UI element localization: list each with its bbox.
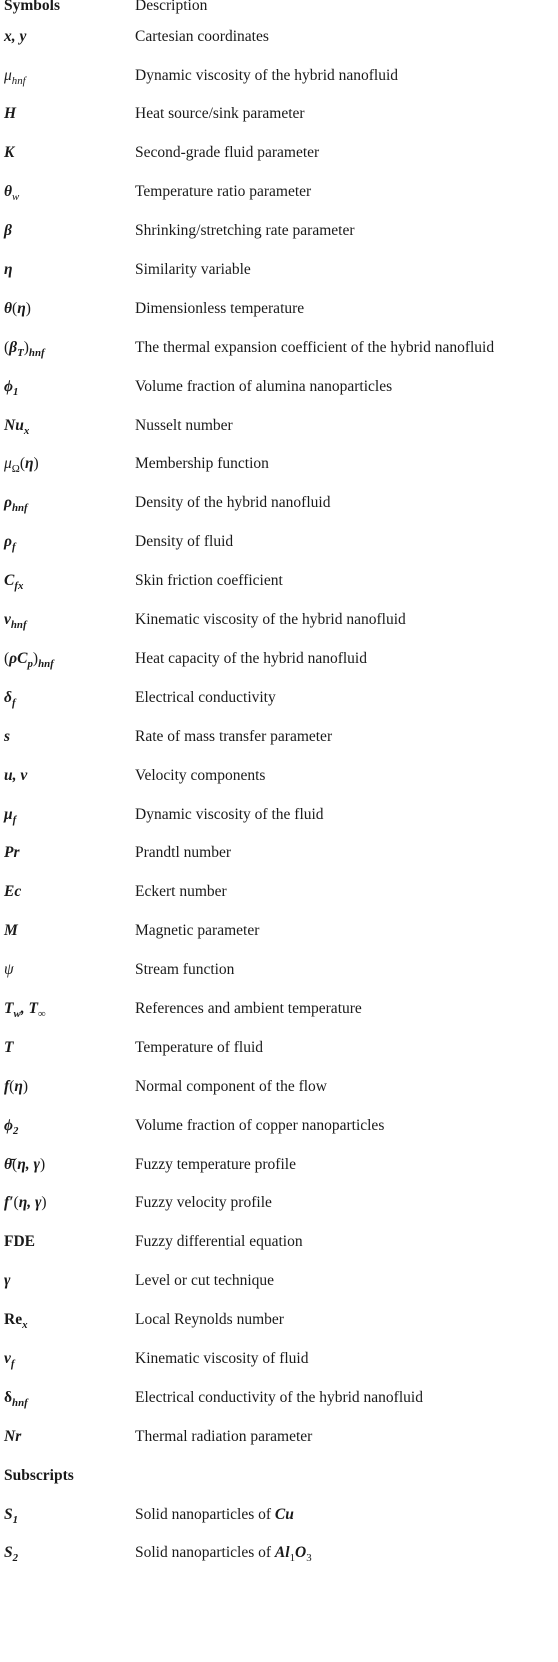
symbol-cell: θ̄(η, γ): [4, 1155, 46, 1173]
description-cell: Solid nanoparticles of Cu: [135, 1505, 294, 1523]
description-cell: Nusselt number: [135, 416, 233, 434]
table-row: [0, 445, 558, 484]
table-row: [0, 1184, 558, 1223]
description-cell: Cartesian coordinates: [135, 27, 269, 45]
table-row: [0, 484, 558, 523]
description-cell: Local Reynolds number: [135, 1311, 284, 1329]
symbol-cell: $\delta_{hnf}$: [4, 1388, 28, 1409]
symbol-cell: Ec: [4, 883, 22, 901]
table-row: [0, 211, 558, 250]
symbol-cell: $Nu_x$: [4, 416, 30, 437]
description-cell: Temperature of fluid: [135, 1038, 264, 1056]
symbol-cell: T: [4, 1038, 14, 1056]
table-row: [0, 289, 558, 328]
description-cell: Dynamic viscosity of the fluid: [135, 805, 324, 823]
table-row: [0, 1223, 558, 1262]
table-row: [0, 17, 558, 56]
description-cell: Heat capacity of the hybrid nanofluid: [135, 649, 367, 667]
symbol-cell: γ: [4, 1272, 11, 1290]
symbol-cell: $(\rho C_p)_{hnf}$: [4, 649, 54, 670]
description-cell: Fuzzy differential equation: [135, 1233, 303, 1251]
table-row: [0, 523, 558, 562]
table-row: [0, 134, 558, 173]
symbol-cell: s: [4, 727, 11, 745]
symbol-cell: θ(η): [4, 299, 31, 317]
description-cell: Level or cut technique: [135, 1272, 275, 1290]
table-row: [0, 950, 558, 989]
description-cell: Similarity variable: [135, 261, 251, 279]
table-row: [0, 678, 558, 717]
description-cell: The thermal expansion coefficient of the hybrid nanofluid: [135, 338, 495, 356]
description-cell: Fuzzy velocity profile: [135, 1194, 272, 1212]
description-cell: Dimensionless temperature: [135, 299, 305, 317]
description-cell: Density of fluid: [135, 533, 234, 551]
symbol-cell: f(η): [4, 1077, 29, 1095]
description-cell: Eckert number: [135, 883, 227, 901]
description-cell: Solid nanoparticles of $Al_1O_3$: [135, 1544, 312, 1565]
description-cell: Prandtl number: [135, 844, 231, 862]
description-cell: Dynamic viscosity of the hybrid nanofluid: [135, 66, 399, 84]
table-row: [0, 561, 558, 600]
symbol-cell: $\phi_1$: [4, 377, 19, 398]
description-cell: Velocity components: [135, 766, 266, 784]
symbol-cell: $T_w$, $T_\infty$: [4, 999, 46, 1020]
description-cell: Volume fraction of copper nanoparticles: [135, 1116, 385, 1134]
table-row: [0, 1262, 558, 1301]
description-cell: Normal component of the flow: [135, 1077, 327, 1095]
symbol-cell: M: [4, 922, 18, 940]
description-cell: Thermal radiation parameter: [135, 1427, 313, 1445]
description-cell: Electrical conductivity of the hybrid nanofluid: [135, 1388, 423, 1406]
symbol-cell: $\theta_w$: [4, 183, 20, 204]
table-row: [0, 173, 558, 212]
table-row: [0, 1300, 558, 1339]
subscripts-section-heading: [0, 1456, 558, 1495]
symbol-cell: $\rho_f$: [4, 533, 16, 554]
table-row: [0, 717, 558, 756]
symbol-cell: Nr: [4, 1427, 22, 1445]
table-row: [0, 406, 558, 445]
table-row: [0, 756, 558, 795]
description-cell: Kinematic viscosity of the hybrid nanofluid: [135, 611, 406, 629]
table-row: [0, 1534, 558, 1573]
symbols-column-header: Symbols: [4, 0, 60, 14]
table-row: [0, 1145, 558, 1184]
description-cell: Heat source/sink parameter: [135, 105, 305, 123]
description-cell: Skin friction coefficient: [135, 572, 283, 590]
description-cell: Rate of mass transfer parameter: [135, 727, 333, 745]
table-row: [0, 1417, 558, 1456]
table-row: [0, 795, 558, 834]
symbol-cell: $\mu_f$: [4, 805, 17, 826]
symbol-cell: $\rho_{hnf}$: [4, 494, 28, 515]
table-row: [0, 367, 558, 406]
symbol-cell: $S_2$: [4, 1544, 19, 1565]
table-row: [0, 250, 558, 289]
description-cell: Electrical conductivity: [135, 688, 276, 706]
symbol-cell: $\nu_f$: [4, 1349, 15, 1370]
description-cell: Shrinking/stretching rate parameter: [135, 222, 355, 240]
description-cell: Magnetic parameter: [135, 922, 260, 940]
table-row: [0, 1495, 558, 1534]
table-row: [0, 1106, 558, 1145]
table-row: [0, 1028, 558, 1067]
description-cell: Stream function: [135, 961, 235, 979]
symbol-cell: $\nu_{hnf}$: [4, 611, 27, 631]
description-column-header: Description: [135, 0, 208, 14]
table-row: [0, 328, 558, 367]
table-row: [0, 911, 558, 950]
symbol-cell: $(\beta_T)_{hnf}$: [4, 338, 45, 359]
symbol-cell: FDE: [4, 1233, 35, 1251]
description-cell: Density of the hybrid nanofluid: [135, 494, 331, 512]
table-row: [0, 834, 558, 873]
symbol-cell: $\mu_\Omega(\eta)$: [4, 455, 39, 476]
symbol-cell: H: [4, 105, 17, 123]
symbol-cell: ψ: [4, 961, 14, 979]
symbol-cell: $\phi_2$: [4, 1116, 19, 1137]
table-row: [0, 873, 558, 912]
table-row: [0, 95, 558, 134]
table-row: [0, 600, 558, 639]
description-cell: Fuzzy temperature profile: [135, 1155, 296, 1173]
table-row: [0, 1339, 558, 1378]
symbol-cell: η: [4, 261, 13, 279]
description-cell: Volume fraction of alumina nanoparticles: [135, 377, 393, 395]
table-row: [0, 56, 558, 95]
symbol-cell: $C_{fx}$: [4, 572, 24, 592]
symbol-cell: u, v: [4, 766, 28, 784]
description-cell: References and ambient temperature: [135, 999, 362, 1017]
table-row: [0, 1067, 558, 1106]
description-cell: Second-grade fluid parameter: [135, 144, 320, 162]
description-cell: Temperature ratio parameter: [135, 183, 312, 201]
symbol-cell: Pr: [4, 844, 20, 862]
symbol-cell: $S_1$: [4, 1505, 19, 1526]
table-row: [0, 1378, 558, 1417]
description-cell: Membership function: [135, 455, 269, 473]
symbol-cell: β: [4, 222, 12, 240]
subscripts-heading: Subscripts: [4, 1466, 74, 1484]
symbol-cell: $\mu_{hnf}$: [4, 66, 26, 87]
symbol-cell: $\delta_f$: [4, 688, 16, 709]
table-row: [0, 989, 558, 1028]
symbol-cell: $Re_x$: [4, 1311, 28, 1331]
table-row: [0, 639, 558, 678]
symbol-cell: K: [4, 144, 15, 162]
description-cell: Kinematic viscosity of fluid: [135, 1349, 309, 1367]
symbol-cell: f′(η, γ): [4, 1194, 47, 1212]
symbol-cell: x, y: [4, 27, 27, 45]
table-header-row: [0, 0, 558, 17]
